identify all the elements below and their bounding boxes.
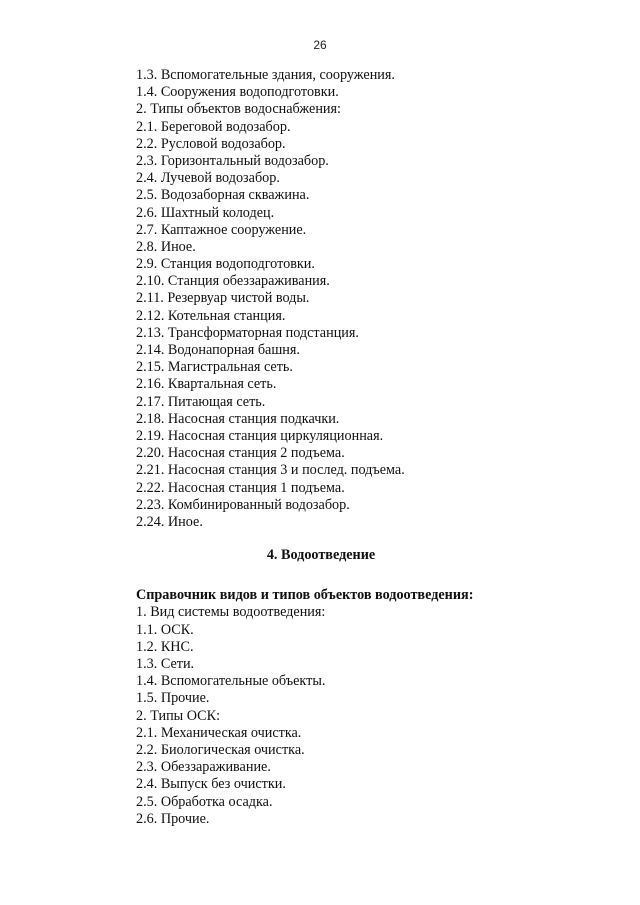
list-item: 2.19. Насосная станция циркуляционная. — [136, 427, 384, 444]
list-item: 2.13. Трансформаторная подстанция. — [136, 324, 359, 341]
list-item: 2.2. Русловой водозабор. — [136, 135, 286, 152]
list-item: 2.20. Насосная станция 2 подъема. — [136, 445, 345, 462]
water-supply-list — [136, 67, 566, 531]
wastewater-list — [136, 604, 566, 827]
list-item: 2. Типы ОСК: — [136, 707, 221, 724]
section-heading: 4. Водоотведение — [266, 547, 376, 564]
list-item: 1.4. Сооружения водоподготовки. — [136, 84, 339, 101]
list-item: 2.23. Комбинированный водозабор. — [136, 496, 350, 513]
list-item: 1. Вид системы водоотведения: — [136, 604, 326, 621]
list-item: 2.14. Водонапорная башня. — [136, 342, 300, 358]
list-item: 2.21. Насосная станция 3 и послед. подъема. — [136, 462, 405, 479]
list-item: 2.7. Каптажное сооружение. — [136, 221, 307, 238]
list-item: 2.17. Питающая сеть. — [136, 393, 266, 410]
reference-title: Справочник видов и типов объектов водоотведения: — [136, 587, 474, 604]
list-item: 2.5. Обработка осадка. — [136, 793, 273, 810]
list-item: 2. Типы объектов водоснабжения: — [136, 101, 341, 118]
list-item: 2.22. Насосная станция 1 подъема. — [136, 479, 345, 496]
list-item: 2.6. Прочие. — [136, 810, 210, 827]
list-item: 2.2. Биологическая очистка. — [136, 741, 305, 758]
list-item: 2.3. Обеззараживание. — [136, 759, 271, 776]
list-item: 1.2. КНС. — [136, 638, 194, 655]
page-number: 26 — [313, 38, 327, 52]
list-item: 2.11. Резервуар чистой воды. — [136, 290, 310, 307]
list-item: 2.8. Иное. — [136, 238, 196, 255]
list-item: 2.24. Иное. — [136, 513, 203, 530]
list-item: 2.10. Станция обеззараживания. — [136, 273, 330, 290]
list-item: 2.15. Магистральная сеть. — [136, 359, 293, 376]
list-item: 1.5. Прочие. — [136, 690, 210, 707]
list-item: 1.3. Сети. — [136, 656, 195, 672]
list-item: 2.4. Лучевой водозабор. — [136, 170, 280, 187]
list-item: 2.1. Береговой водозабор. — [136, 118, 291, 135]
list-item: 1.1. ОСК. — [136, 621, 194, 638]
list-item: 2.16. Квартальная сеть. — [136, 376, 277, 393]
list-item: 2.3. Горизонтальный водозабор. — [136, 152, 329, 169]
list-item: 2.5. Водозаборная скважина. — [136, 187, 310, 204]
list-item: 2.18. Насосная станция подкачки. — [136, 410, 340, 427]
document-body — [136, 67, 566, 828]
list-item: 2.12. Котельная станция. — [136, 307, 286, 324]
list-item: 2.1. Механическая очистка. — [136, 724, 302, 741]
list-item: 1.3. Вспомогательные здания, сооружения. — [136, 67, 395, 83]
list-item: 1.4. Вспомогательные объекты. — [136, 673, 326, 690]
list-item: 2.4. Выпуск без очистки. — [136, 776, 286, 793]
list-item: 2.6. Шахтный колодец. — [136, 204, 275, 221]
list-item: 2.9. Станция водоподготовки. — [136, 256, 315, 273]
